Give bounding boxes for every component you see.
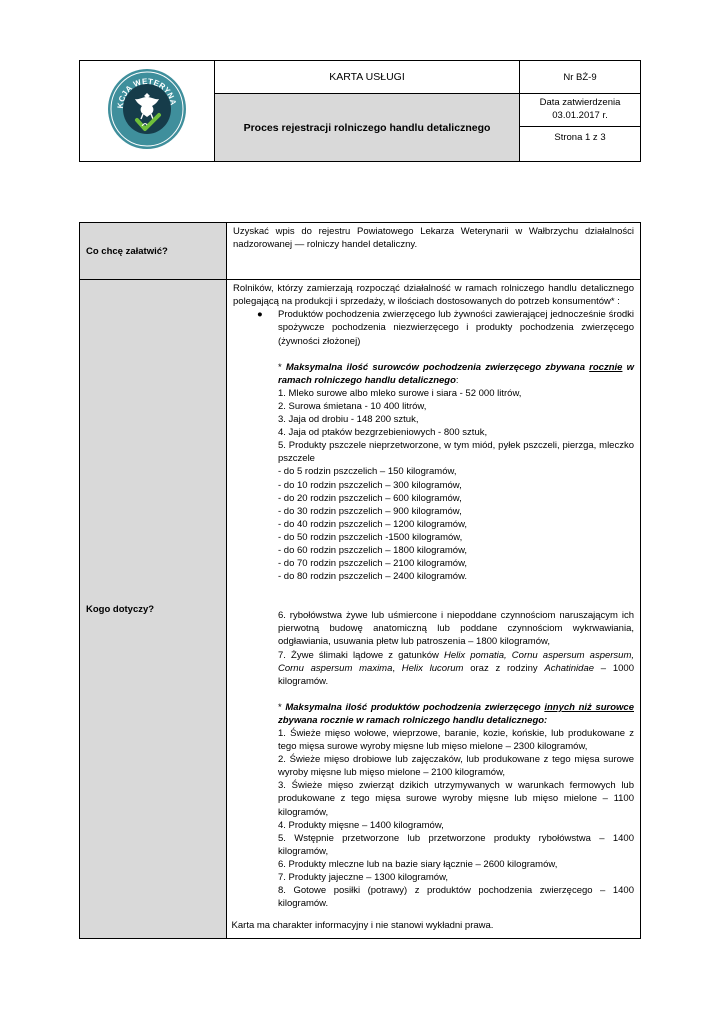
snail-text-c: , (392, 662, 402, 674)
main-table (79, 222, 641, 939)
list-item: 7. Produkty jajeczne – 1300 kilogramów, (278, 872, 449, 884)
list-item: 2. Surowa śmietana - 10 400 litrów, (278, 400, 427, 412)
who-label: Kogo dotyczy? (80, 280, 227, 939)
other-heading-b: zbywana rocznie w ramach rolniczego handlu detalicznego: (278, 714, 548, 726)
snail-species-2: Helix lucorum (401, 662, 464, 674)
page-info: Strona 1 z 3 (554, 132, 606, 143)
raw-heading-end: : (455, 374, 459, 386)
goal-text: Uzyskać wpis do rejestru Powiatowego Lekarza Weterynarii w Wałbrzychu działalności nadzorowanej — rolniczy handel detaliczny. (227, 223, 641, 280)
snail-family: Achatinidae (544, 662, 595, 674)
bullet-item (233, 308, 634, 347)
footer-note: Karta ma charakter informacyjny i nie stanowi wykładni prawa. (231, 920, 494, 931)
header-table (79, 60, 641, 162)
list-item: - do 50 rodzin pszczelich -1500 kilogramów, (278, 531, 463, 543)
approval-box (520, 94, 640, 127)
other-heading-star: * (278, 701, 286, 713)
process-title: Proces rejestracji rolniczego handlu detalicznego (215, 94, 520, 162)
other-list (233, 727, 634, 910)
snail-text-g: – 1000 kilogramów. (278, 662, 634, 687)
who-intro: Rolników, którzy zamierzają rozpocząć działalność w ramach rolniczego handlu detalicznego polegającą na produkcji i sprzedaży, w ilościach dostosowanych do potrzeb konsumentów* : (233, 283, 634, 308)
list-item: - do 40 rodzin pszczelich – 1200 kilogramów, (278, 518, 468, 530)
list-item: 5. Wstępnie przetworzone lub przetworzone produkty rybołówstwa – 1400 kilogramów, (278, 832, 634, 857)
list-item: 4. Jaja od ptaków bezgrzebieniowych - 800 sztuk, (278, 427, 488, 439)
goal-label: Co chcę załatwić? (80, 223, 227, 280)
raw-heading-star: * (278, 361, 286, 373)
raw-heading-b: w ramach rolniczego handlu detalicznego (278, 361, 635, 386)
list-item: 8. Gotowe posiłki (potrawy) z produktów pochodzenia zwierzęcego – 1400 kilogramów. (278, 885, 634, 910)
list-item: 1. Świeże mięso wołowe, wieprzowe, baranie, kozie, końskie, lub produkowane z tego mięsa surowe wyroby mięsne lub mięso mielone – 2300 kilogramów, (278, 728, 634, 753)
other-heading-underlined: innych niż surowce (544, 701, 634, 713)
approval-date: 03.01.2017 r. (552, 110, 608, 121)
list-item: - do 80 rodzin pszczelich – 2400 kilogramów. (278, 571, 468, 583)
list-item: 6. rybołówstwa żywe lub uśmiercone i niepoddane czynnościom naruszającym ich pierwotną budowę anatomiczną lub poddane czynnościom wykrwawiania, odgławiania, usuwania płetw lub patroszenia – 1800 kilogramów, (278, 610, 634, 648)
bullet-text: Produktów pochodzenia zwierzęcego lub żywności zawierającej jednocześnie środki spożywcze pochodzenia niezwierzęcego i produkty pochodzenia zwierzęcego (żywności złożonej) (278, 309, 634, 347)
list-item: 4. Produkty mięsne – 1400 kilogramów, (278, 819, 444, 831)
document-number: Nr BŻ-9 (520, 61, 641, 94)
logo-text: KCJA WETERYNA (115, 76, 178, 109)
list-item: 6. Produkty mleczne lub na bazie siary łącznie – 2600 kilogramów, (278, 858, 558, 870)
list-item: - do 30 rodzin pszczelich – 900 kilogramów, (278, 505, 462, 517)
raw-list (233, 387, 634, 688)
list-item: - do 10 rodzin pszczelich – 300 kilogramów, (278, 479, 462, 491)
approval-label: Data zatwierdzenia (539, 97, 621, 108)
other-heading (233, 701, 634, 727)
list-item: 2. Świeże mięso drobiowe lub zajęczaków, lub produkowane z tego mięsa surowe wyroby mięsne lub mięso mielone – 2100 kilogramów, (278, 754, 634, 779)
list-item: 3. Jaja od drobiu - 148 200 sztuk, (278, 414, 419, 426)
list-item (278, 649, 634, 688)
snail-text-a: 7. Żywe ślimaki lądowe z gatunków (278, 649, 444, 661)
veterinary-inspection-logo (106, 67, 188, 151)
logo-cell (80, 61, 215, 162)
list-item: - do 20 rodzin pszczelich – 600 kilogramów, (278, 492, 462, 504)
approval-cell (520, 94, 641, 162)
raw-heading-a: Maksymalna ilość surowców pochodzenia zwierzęcego zbywana (285, 361, 590, 373)
snail-text-e: oraz z rodziny (463, 662, 545, 674)
list-item: - do 70 rodzin pszczelich – 2100 kilogramów, (278, 558, 468, 570)
snail-species: Helix pomatia, Cornu aspersum aspersum, Cornu aspersum maxima (278, 649, 635, 674)
who-content (227, 280, 641, 939)
list-item: 5. Produkty pszczele nieprzetworzone, w tym miód, pyłek pszczeli, pierzga, mleczko pszczele (278, 440, 634, 465)
list-item: - do 60 rodzin pszczelich – 1800 kilogramów, (278, 544, 468, 556)
raw-heading-underlined: rocznie (589, 361, 623, 373)
who-row (80, 280, 641, 939)
document-title: KARTA USŁUGI (215, 61, 520, 94)
bullet-dot-icon: ● (257, 309, 263, 321)
goal-row (80, 223, 641, 280)
other-heading-a: Maksymalna ilość produktów pochodzenia zwierzęcego (285, 701, 545, 713)
list-item: 3. Świeże mięso zwierząt dzikich utrzymywanych w warunkach fermowych lub produkowane z tego mięsa surowe wyroby mięsne lub mięso mielone – 1100 kilogramów, (278, 780, 634, 818)
list-item: - do 5 rodzin pszczelich – 150 kilogramów, (278, 466, 457, 478)
list-item: 1. Mleko surowe albo mleko surowe i siara - 52 000 litrów, (278, 387, 522, 399)
raw-heading (233, 361, 634, 387)
